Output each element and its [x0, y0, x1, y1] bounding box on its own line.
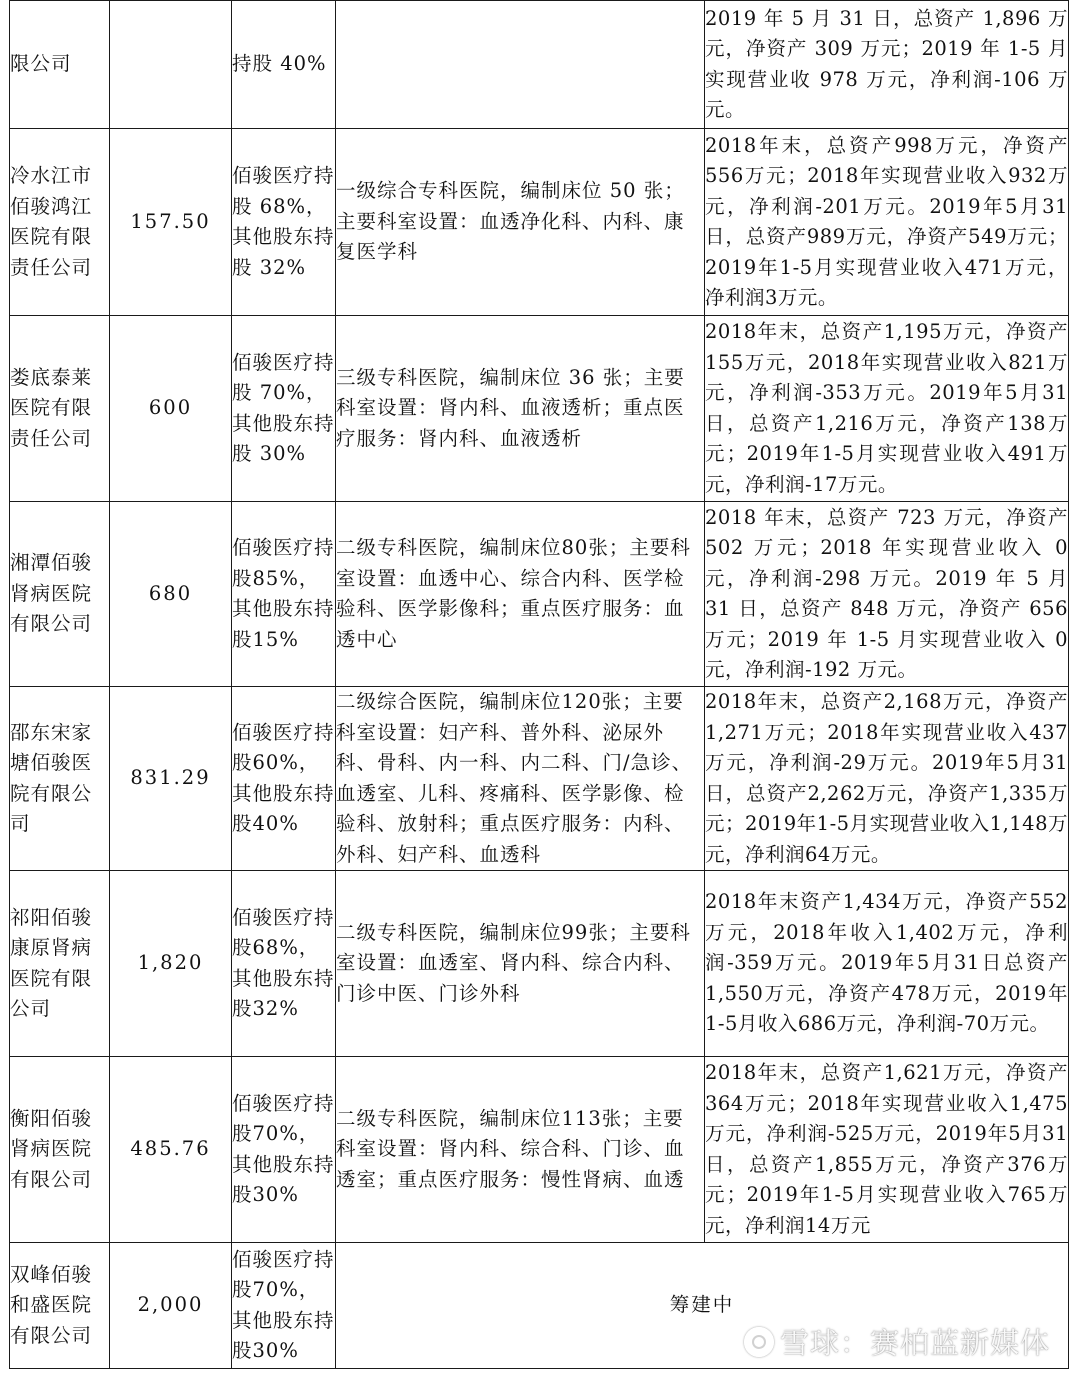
- shareholding: 佰骏医疗持股85%，其他股东持股15%: [232, 502, 336, 687]
- registered-capital: [110, 1, 232, 129]
- table-row: [10, 1, 1069, 129]
- shareholding: 持股 40%: [232, 1, 336, 129]
- financial-summary: 2018 年末，总资产 723 万元，净资产 502 万元；2018 年实现营业收入 0 元，净利润-298 万元。2019 年 5 月 31 日，总资产 848 万元，净资产 656 万元；2019 年 1-5 月实现营业收入 0 元，净利润-192 万元。: [705, 502, 1069, 687]
- business-scope: 三级专科医院，编制床位 36 张；主要科室设置：肾内科、血液透析；重点医疗服务：肾内科、血液透析: [336, 316, 705, 502]
- table-row: [10, 871, 1069, 1057]
- company-name: 双峰佰骏和盛医院有限公司: [10, 1243, 110, 1369]
- watermark-text: 雪球：赛柏蓝新媒体: [779, 1326, 1050, 1360]
- registered-capital: 680: [110, 502, 232, 687]
- business-scope: 二级综合医院，编制床位120张；主要科室设置：妇产科、普外科、泌尿外科、骨科、内一科、内二科、门/急诊、血透室、儿科、疼痛科、医学影像、检验科、放射科；重点医疗服务：内科、外科、妇产科、血透科: [336, 687, 705, 871]
- shareholding: 佰骏医疗持股70%，其他股东持股30%: [232, 1057, 336, 1243]
- watermark: [744, 1321, 1050, 1362]
- registered-capital: 831.29: [110, 687, 232, 871]
- shareholding: 佰骏医疗持股60%，其他股东持股40%: [232, 687, 336, 871]
- business-scope: [336, 1, 705, 129]
- registered-capital: 157.50: [110, 129, 232, 316]
- business-scope: 二级专科医院，编制床位113张；主要科室设置：肾内科、综合科、门诊、血透室；重点医疗服务：慢性肾病、血透: [336, 1057, 705, 1243]
- table-row: [10, 316, 1069, 502]
- company-name: 湘潭佰骏肾病医院有限公司: [10, 502, 110, 687]
- table-row: [10, 1057, 1069, 1243]
- business-scope: 二级专科医院，编制床位80张；主要科室设置：血透中心、综合内科、医学检验科、医学影像科；重点医疗服务：血透中心: [336, 502, 705, 687]
- business-scope: 一级综合专科医院，编制床位 50 张；主要科室设置：血透净化科、内科、康复医学科: [336, 129, 705, 316]
- shareholding: 佰骏医疗持股70%，其他股东持股30%: [232, 1243, 336, 1369]
- company-name: 衡阳佰骏肾病医院有限公司: [10, 1057, 110, 1243]
- financial-summary: 2018年末，总资产2,168万元，净资产1,271万元；2018年实现营业收入437万元，净利润-29万元。2019年5月31日，总资产2,262万元，净资产1,335万元；2019年1-5月实现营业收入1,148万元，净利润64万元。: [705, 687, 1069, 871]
- company-name: 限公司: [10, 1, 110, 129]
- financial-summary: 2018年末，总资产998万元，净资产556万元；2018年实现营业收入932万元，净利润-201万元。2019年5月31日，总资产989万元，净资产549万元；2019年1-5月实现营业收入471万元，净利润3万元。: [705, 129, 1069, 316]
- financial-summary: 2018年末，总资产1,621万元，净资产364万元；2018年实现营业收入1,475万元，净利润-525万元，2019年5月31日，总资产1,855万元，净资产376万元；2019年1-5月实现营业收入765万元，净利润14万元: [705, 1057, 1069, 1243]
- registered-capital: 485.76: [110, 1057, 232, 1243]
- registered-capital: 1,820: [110, 871, 232, 1057]
- shareholding: 佰骏医疗持股 68%，其他股东持股 32%: [232, 129, 336, 316]
- table-row: [10, 502, 1069, 687]
- business-scope: 二级专科医院，编制床位99张；主要科室设置：血透室、肾内科、综合内科、门诊中医、门诊外科: [336, 871, 705, 1057]
- company-name: 冷水江市佰骏鸿江医院有限责任公司: [10, 129, 110, 316]
- financial-summary: 2018年末资产1,434万元，净资产552万元，2018年收入1,402万元，净利润-359万元。2019年5月31日总资产1,550万元，净资产478万元，2019年1-5月收入686万元，净利润-70万元。: [705, 871, 1069, 1057]
- table-row: [10, 687, 1069, 871]
- company-name: 祁阳佰骏康原肾病医院有限公司: [10, 871, 110, 1057]
- xueqiu-logo-icon: [744, 1327, 774, 1357]
- registered-capital: 2,000: [110, 1243, 232, 1369]
- table-row: [10, 129, 1069, 316]
- financial-summary: 2019 年 5 月 31 日，总资产 1,896 万元，净资产 309 万元；2019 年 1-5 月实现营业收 978 万元，净利润-106 万元。: [705, 1, 1069, 129]
- subsidiary-table: [9, 0, 1069, 1369]
- company-name: 邵东宋家塘佰骏医院有限公司: [10, 687, 110, 871]
- company-name: 娄底泰莱医院有限责任公司: [10, 316, 110, 502]
- financial-summary: 2018年末，总资产1,195万元，净资产155万元，2018年实现营业收入821万元，净利润-353万元。2019年5月31日，总资产1,216万元，净资产138万元；2019年1-5月实现营业收入491万元，净利润-17万元。: [705, 316, 1069, 502]
- shareholding: 佰骏医疗持股 70%，其他股东持股 30%: [232, 316, 336, 502]
- shareholding: 佰骏医疗持股68%，其他股东持股32%: [232, 871, 336, 1057]
- status-under-construction: 筹建中: [336, 1243, 1069, 1369]
- registered-capital: 600: [110, 316, 232, 502]
